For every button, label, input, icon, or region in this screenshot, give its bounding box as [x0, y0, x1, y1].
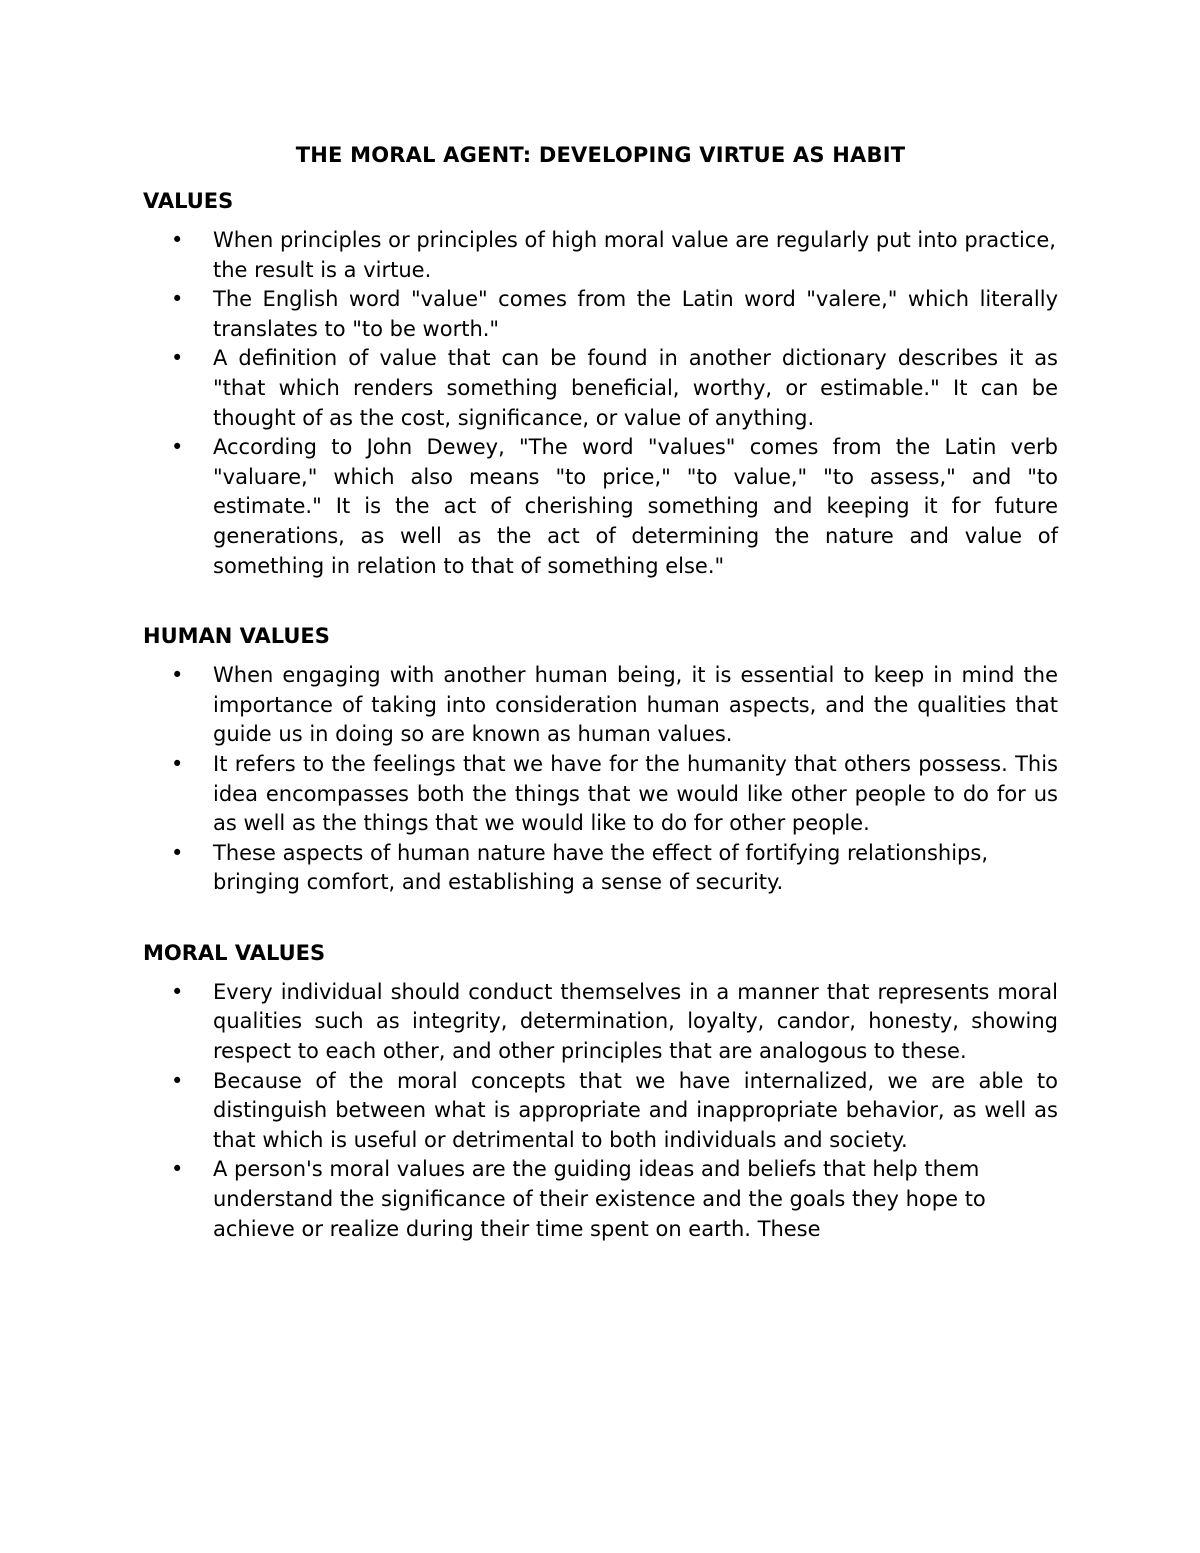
list-item: • Because of the moral concepts that we have internalized, we are able to distinguish between what is appropriate and inappropriate behavior, as well as that which is useful or detrimental to both individuals and society.	[143, 1067, 1058, 1156]
section-heading-moral-values: MORAL VALUES	[143, 940, 326, 965]
list-item: • The English word "value" comes from the Latin word "valere," which literally translates to "to be worth."	[143, 285, 1058, 344]
moral-values-bullet-list	[143, 978, 1058, 1244]
list-item: • It refers to the feelings that we have for the humanity that others possess. This idea encompasses both the things that we would like other people to do for us as well as the things that we would like to do for other people.	[143, 750, 1058, 839]
section-heading-values: VALUES	[143, 189, 234, 213]
list-item: • Every individual should conduct themselves in a manner that represents moral qualities such as integrity, determination, loyalty, candor, honesty, showing respect to each other, and other principles that are analogous to these.	[143, 978, 1058, 1067]
human-values-bullet-list	[143, 661, 1058, 898]
list-item: • According to John Dewey, "The word "values" comes from the Latin verb "valuare," which also means "to price," "to value," "to assess," and "to estimate." It is the act of cherishing something and keeping it for future generations, as well as the act of determining the nature and value of something in relation to that of something else."	[143, 433, 1058, 581]
document-title: THE MORAL AGENT: DEVELOPING VIRTUE AS HABIT	[295, 143, 906, 167]
section-heading-human-values: HUMAN VALUES	[143, 624, 330, 649]
list-item: • When principles or principles of high moral value are regularly put into practice, the result is a virtue.	[143, 226, 1058, 285]
list-item: • These aspects of human nature have the effect of fortifying relationships, bringing comfort, and establishing a sense of security.	[143, 839, 1058, 898]
list-item: • When engaging with another human being, it is essential to keep in mind the importance of taking into consideration human aspects, and the qualities that guide us in doing so are known as human values.	[143, 661, 1058, 750]
list-item: • A definition of value that can be found in another dictionary describes it as "that which renders something beneficial, worthy, or estimable." It can be thought of as the cost, significance, or value of anything.	[143, 344, 1058, 433]
values-bullet-list	[143, 226, 1058, 581]
list-item: • A person's moral values are the guiding ideas and beliefs that help them understand the significance of their existence and the goals they hope to achieve or realize during their time spent on earth. These	[143, 1155, 1058, 1244]
document-page	[143, 138, 1058, 1244]
